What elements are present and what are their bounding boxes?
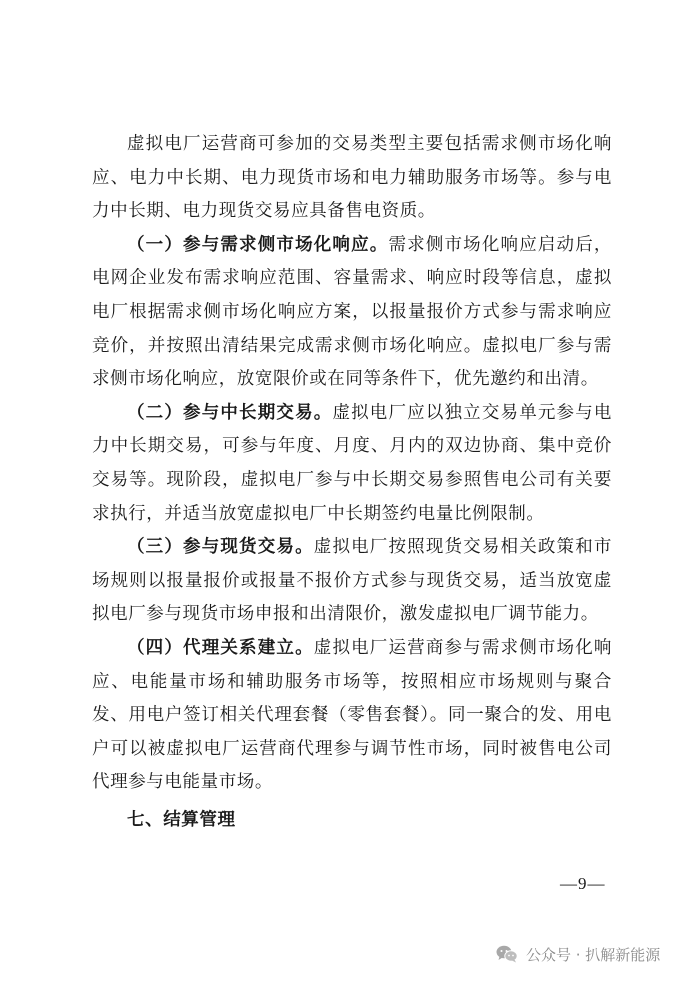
watermark-text: 公众号 · 扒解新能源 — [526, 945, 661, 964]
paragraph-spot-trading — [92, 531, 612, 632]
paragraph-demand-response — [92, 229, 612, 397]
paragraph-heading: （四）代理关系建立。 — [127, 637, 314, 658]
paragraph-text: 需求侧市场化响应启动后，电网企业发布需求响应范围、容量需求、响应时段等信息，虚拟电厂根据需求侧市场化响应方案，以报量报价方式参与需求响应竞价，并按照出清结果完成需求侧市场化响应。虚拟电厂参与需求侧市场化响应，放宽限价或在同等条件下，优先邀约和出清。 — [92, 234, 612, 390]
paragraph-heading: （一）参与需求侧市场化响应。 — [127, 234, 389, 255]
paragraph-text: 虚拟电厂应以独立交易单元参与电力中长期交易，可参与年度、月度、月内的双边协商、集中竞价交易等。现阶段，虚拟电厂参与中长期交易参照售电公司有关要求执行，并适当放宽虚拟电厂中长期签约电量比例限制。 — [92, 402, 612, 524]
paragraph-text: 虚拟电厂按照现货交易相关政策和市场规则以报量报价或报量不报价方式参与现货交易，适当放宽虚拟电厂参与现货市场申报和出清限价，激发虚拟电厂调节能力。 — [92, 537, 612, 625]
document-body — [92, 128, 612, 837]
paragraph-heading: （二）参与中长期交易。 — [127, 402, 333, 423]
paragraph-text: 虚拟电厂运营商参与需求侧市场化响应、电能量市场和辅助服务市场等，按照相应市场规则与聚合发、用电户签订相关代理套餐（零售套餐）。同一聚合的发、用电户可以被虚拟电厂运营商代理参与调节性市场，同时被售电公司代理参与电能量市场。 — [92, 637, 612, 793]
paragraph-agency — [92, 632, 612, 800]
watermark — [496, 940, 660, 968]
paragraph-medium-long-term — [92, 397, 612, 531]
paragraph-intro — [92, 128, 612, 229]
page-number: —9— — [560, 874, 606, 893]
section-heading: 七、结算管理 — [127, 809, 236, 830]
paragraph-text: 虚拟电厂运营商可参加的交易类型主要包括需求侧市场化响应、电力中长期、电力现货市场和电力辅助服务市场等。参与电力中长期、电力现货交易应具备售电资质。 — [92, 134, 612, 222]
paragraph-heading: （三）参与现货交易。 — [127, 537, 314, 558]
wechat-icon — [496, 945, 518, 963]
